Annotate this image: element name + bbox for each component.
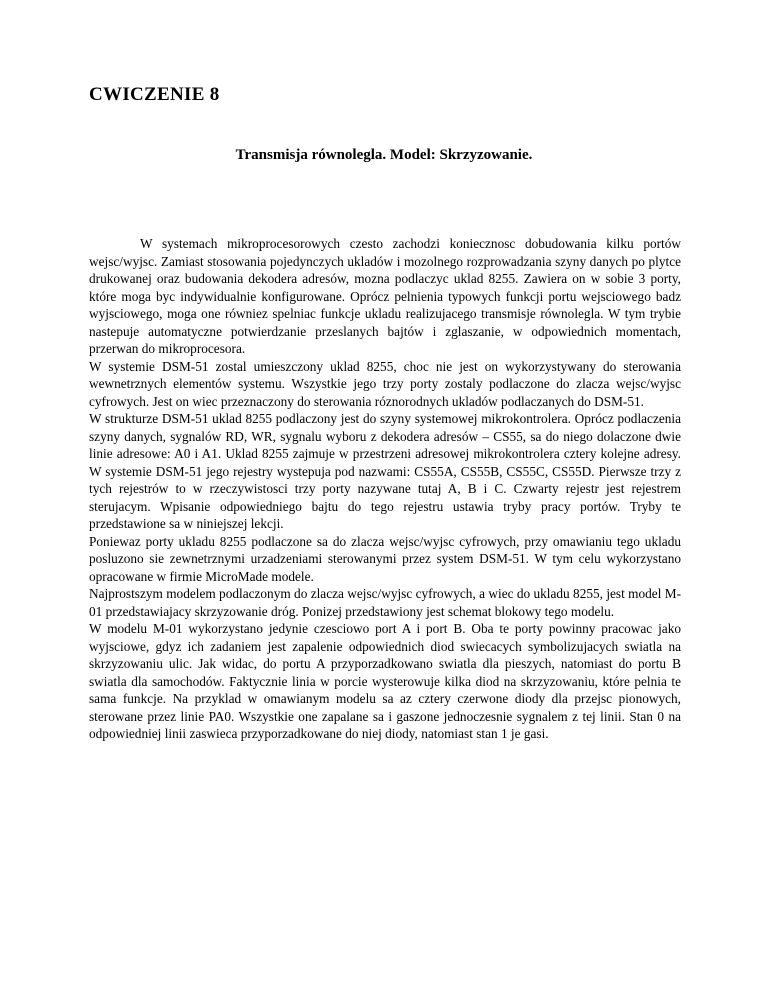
lesson-subtitle: Transmisja równolegla. Model: Skrzyzowanie. bbox=[235, 147, 533, 163]
paragraph-intro: W systemach mikroprocesorowych czesto zachodzi koniecznosc dobudowania kilku portów wejsc/wyjsc. Zamiast stosowania pojedynczych ukladów i mozolnego rozprowadzania szyny danych po plytce drukowanej oraz budowania dekodera adresów, mozna podlaczyc uklad 8255. Zawiera on w sobie 3 porty, które moga byc indywidualnie konfigurowane. Oprócz pelnienia typowych funkcji portu wejsciowego badz wyjsciowego, moga one równiez spelniac funkcje ukladu realizujacego transmisje równolegla. W tym trybie nastepuje automatyczne potwierdzanie przeslanych bajtów i zglaszanie, w odpowiednich momentach, przerwan do mikroprocesora. bbox=[89, 236, 681, 356]
paragraph-model-m01: Najprostszym modelem podlaczonym do zlacza wejsc/wyjsc cyfrowych, a wiec do ukladu 8255, jest model M-01 przedstawiajacy skrzyzowanie dróg. Ponizej przedstawiony jest schemat blokowy tego modelu. bbox=[89, 586, 681, 619]
paragraph-ports-usage: W modelu M-01 wykorzystano jedynie czesciowo port A i port B. Oba te porty powinny pracowac jako wyjsciowe, gdyz ich zadaniem jest zapalenie odpowiednich diod swiecacych symbolizujacych swiatla na skrzyzowaniu ulic. Jak widac, do portu A przyporzadkowano swiatla dla pieszych, natomiast do portu B swiatla dla samochodów. Faktycznie linia w porcie wysterowuje kilka diod na skrzyzowaniu, które pelnia te sama funkcje. Na przyklad w omawianym modelu sa az cztery czerwone diody dla przejsc pionowych, sterowane przez linie PA0. Wszystkie one zapalane sa i gaszone jednoczesnie sygnalem z tej linii. Stan 0 na odpowiedniej linii zaswieca przyporzadkowane do niej diody, natomiast stan 1 je gasi. bbox=[89, 621, 681, 741]
chapter-title: CWICZENIE 8 bbox=[89, 84, 220, 105]
paragraph-external-devices: Poniewaz porty ukladu 8255 podlaczone sa do zlacza wejsc/wyjsc cyfrowych, przy omawianiu tego ukladu posluzono sie zewnetrznymi urzadzeniami sterowanymi przez system DSM-51. W tym celu wykorzystano opracowane w firmie MicroMade modele. bbox=[89, 533, 681, 584]
body-text bbox=[89, 235, 681, 743]
paragraph-structure: W strukturze DSM-51 uklad 8255 podlaczony jest do szyny systemowej mikrokontrolera. Oprócz podlaczenia szyny danych, sygnalów RD, WR, sygnalu wyboru z dekodera adresów – CS55, sa do niego dolaczone dwie linie adresowe: A0 i A1. Uklad 8255 zajmuje w przestrzeni adresowej mikrokontrolera cztery kolejne adresy. W systemie DSM-51 jego rejestry wystepuja pod nazwami: CS55A, CS55B, CS55C, CS55D. Pierwsze trzy z tych rejestrów to w rzeczywistosci trzy porty nazywane tutaj A, B i C. Czwarty rejestr jest rejestrem sterujacym. Wpisanie odpowiedniego bajtu do tego rejestru ustawia tryby pracy portów. Tryby te przedstawione sa w niniejszej lekcji. bbox=[89, 411, 681, 531]
paragraph-dsm51-8255: W systemie DSM-51 zostal umieszczony uklad 8255, choc nie jest on wykorzystywany do sterowania wewnetrznych elementów systemu. Wszystkie jego trzy porty zostaly podlaczone do zlacza wejsc/wyjsc cyfrowych. Jest on wiec przeznaczony do sterowania róznorodnych ukladów podlaczanych do DSM-51. bbox=[89, 358, 681, 409]
